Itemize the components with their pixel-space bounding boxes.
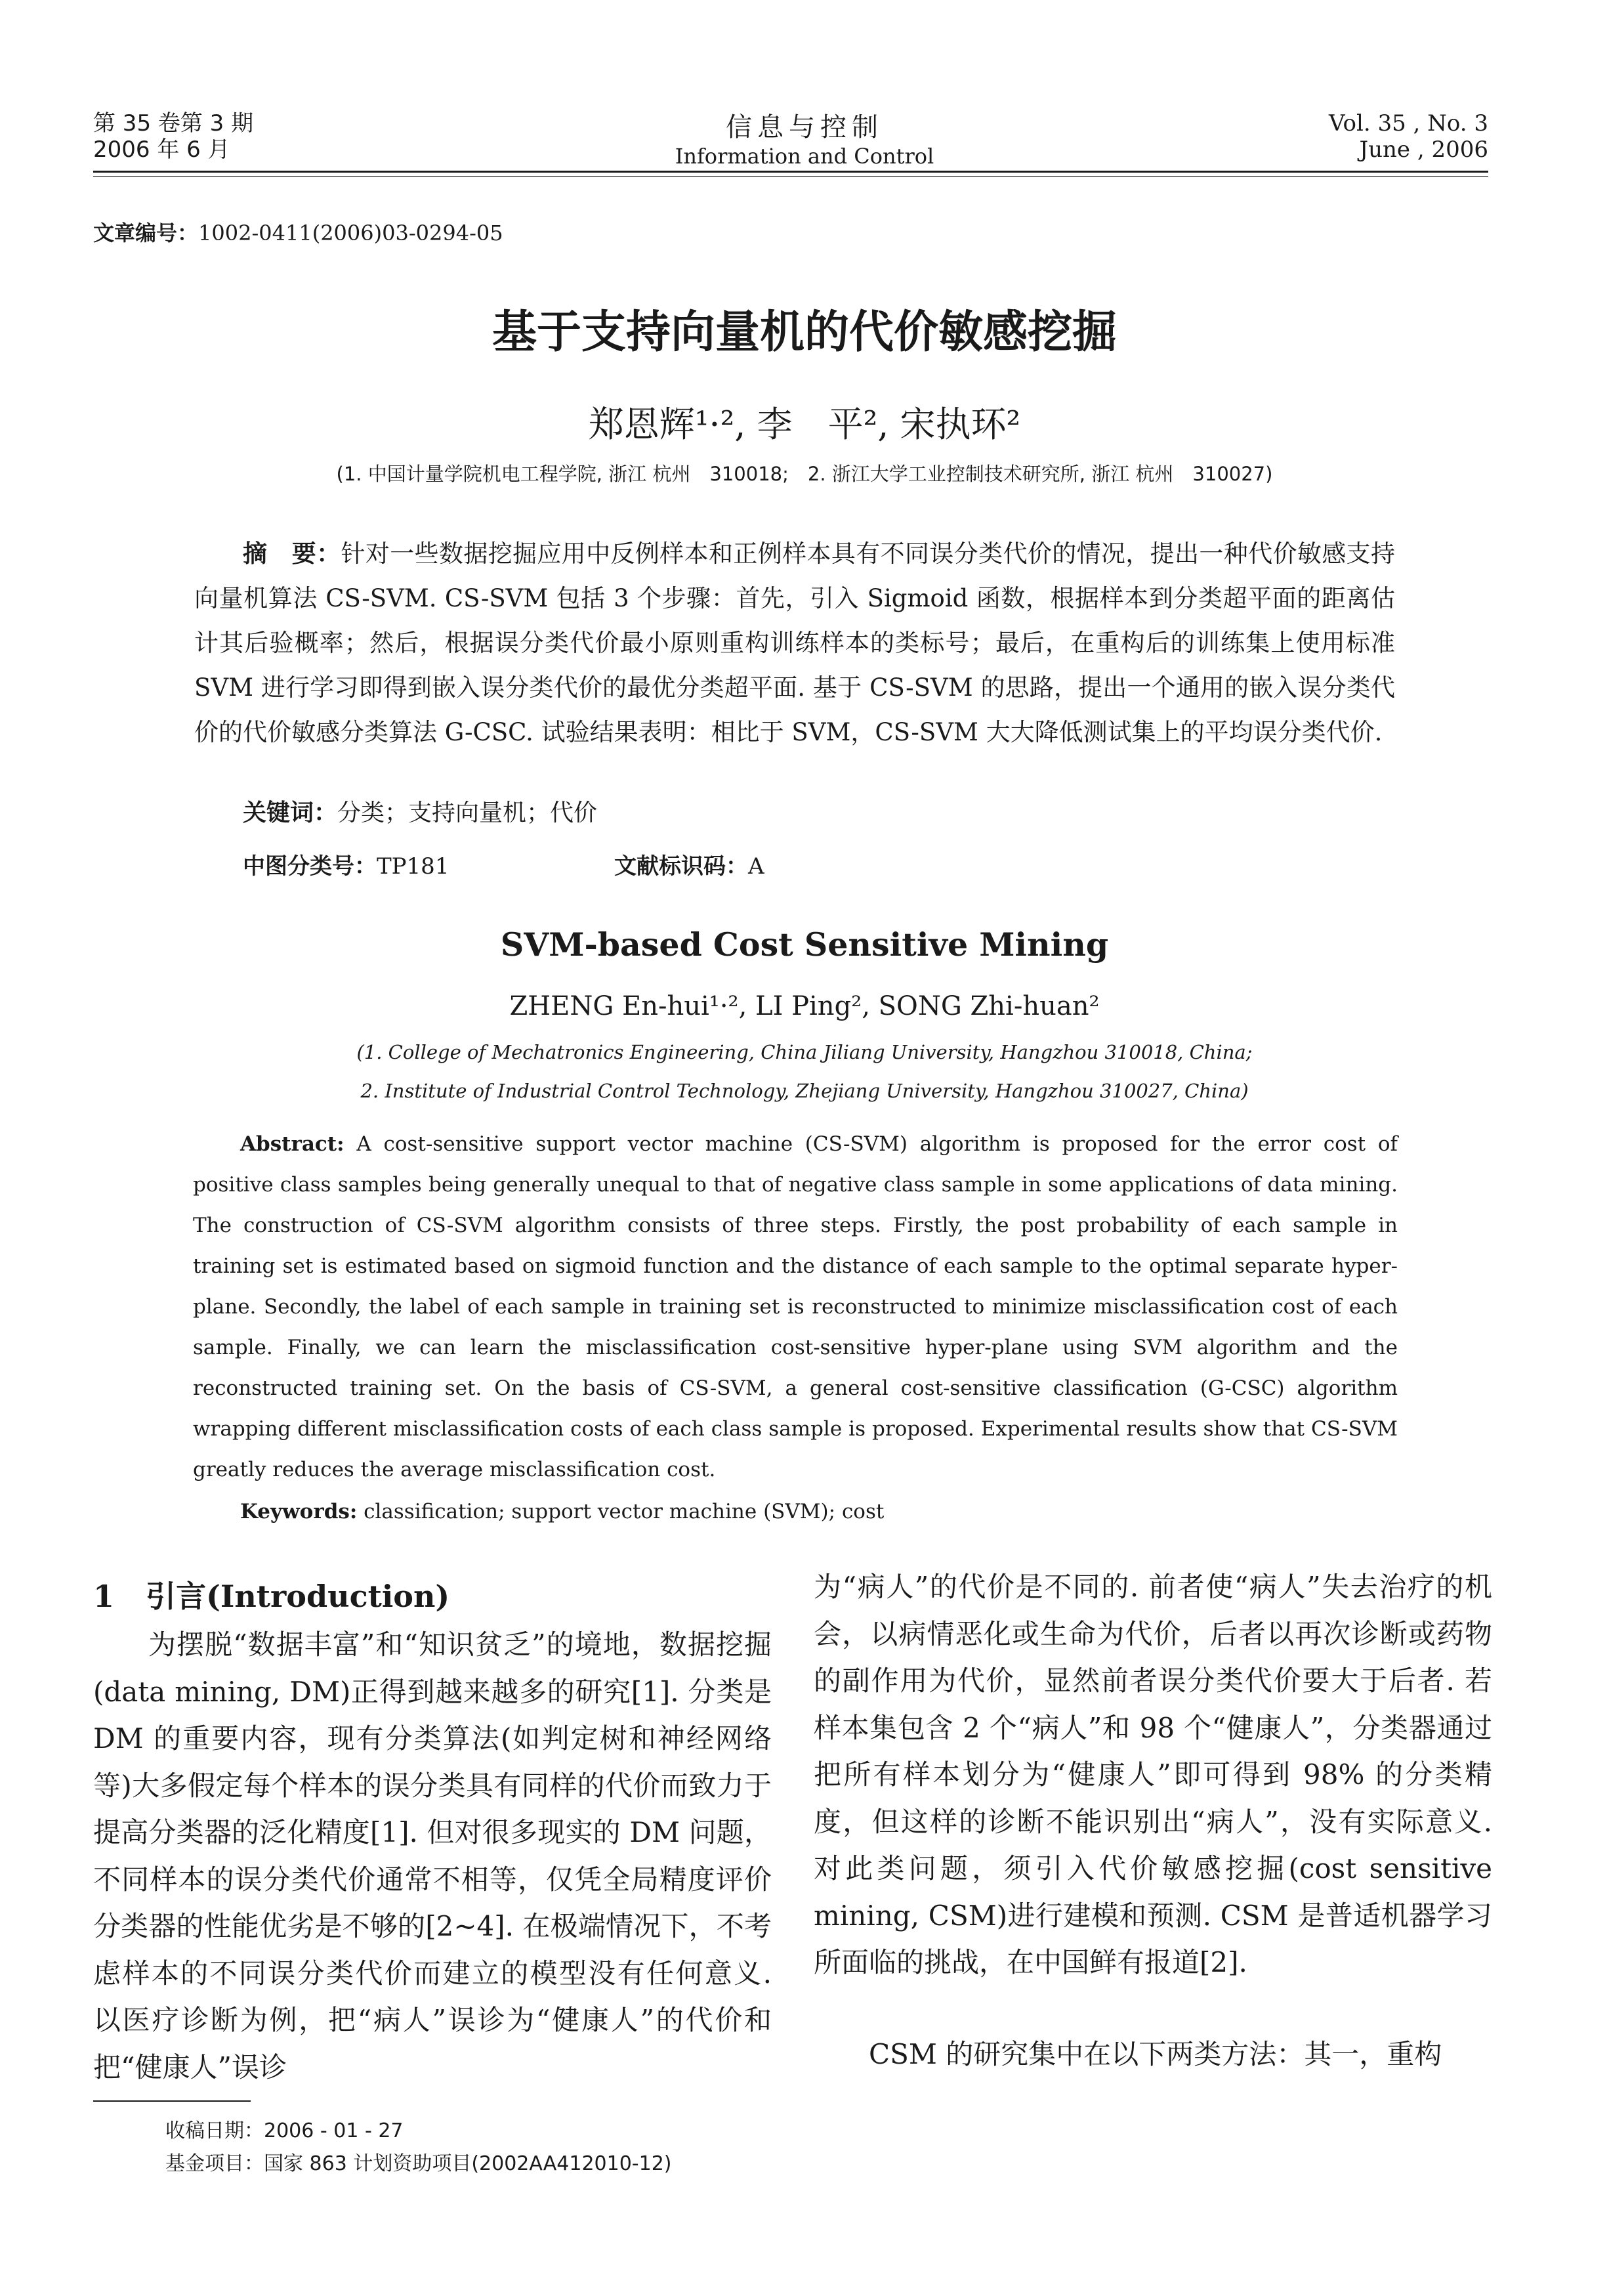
journal-name-en: Information and Control [675,144,934,169]
volume-en: Vol. 35 , No. 3 [1329,110,1488,137]
body-left-column: 为摆脱“数据丰富”和“知识贫乏”的境地，数据挖掘(data mining, DM)正得到越来越多的研究[1]. 分类是 DM 的重要内容，现有分类算法(如判定树和神经网络等)大多假定每个样本的误分类具有同样的代价而致力于提高分类器的泛化精度[1]. 但对很多现实的 DM 问题，不同样本的误分类代价通常不相等，仅凭全局精度评价分类器的性能优劣是不够的[2~4]. 在极端情况下，不考虑样本的不同误分类代价而建立的模型没有任何意义. 以医疗诊断为例，把“病人”误诊为“健康人”的代价和把“健康人”误诊 [93,1628,772,2083]
received-date: 收稿日期：2006 - 01 - 27 [165,2119,404,2142]
document-code [614,848,764,880]
affiliations-cn: (1. 中国计量学院机电工程学院, 浙江 杭州 310018; 2. 浙江大学工业控制技术研究所, 浙江 杭州 310027) [336,463,1273,485]
class-number-value: TP181 [377,853,449,880]
date-en: June , 2006 [1359,137,1488,163]
title-en: SVM-based Cost Sensitive Mining [500,925,1109,964]
article-number [93,217,503,247]
class-number [243,848,449,880]
footnote-rule [93,2100,251,2102]
funding: 基金项目：国家 863 计划资助项目(2002AA412010-12) [165,2152,672,2175]
abstract-cn [194,532,1395,755]
document-code-value: A [748,853,764,880]
abstract-en-text: A cost-sensitive support vector machine (CS-SVM) algorithm is proposed for the error cost of positive class samples being generally unequal to that of negative class sample in some applications of data mining. The construction of CS-SVM algorithm consists of three steps. Firstly, the post probability of each sample in training set is estimated based on sigmoid function and the distance of each sample to the optimal separate hyper-plane. Secondly, the label of each sample in training set is reconstructed to minimize misclassification cost of each sample. Finally, we can learn the misclassification cost-sensitive hyper-plane using SVM algorithm and the reconstructed training set. On the basis of CS-SVM, a general cost-sensitive classification (G-CSC) algorithm wrapping different misclassification costs of each class sample is proposed. Experimental results show that CS-SVM greatly reduces the average misclassification cost. [193,1132,1398,1481]
header-rule-bottom [93,176,1488,177]
keywords-cn [243,794,597,828]
section-heading [93,1573,449,1616]
journal-volume-en [1329,110,1488,163]
section-number: 1 [93,1579,115,1614]
footnotes [165,2115,672,2180]
authors-cn: 郑恩辉¹·², 李 平², 宋执环² [588,404,1021,445]
article-number-label: 文章编号： [93,221,199,245]
title-cn: 基于支持向量机的代价敏感挖掘 [491,307,1117,358]
abstract-cn-text: 针对一些数据挖掘应用中反例样本和正例样本具有不同误分类代价的情况，提出一种代价敏感支持向量机算法 CS-SVM. CS-SVM 包括 3 个步骤：首先，引入 Sigmoid 函数，根据样本到分类超平面的距离估计其后验概率；然后，根据误分类代价最小原则重构训练样本的类标号；最后，在重构后的训练集上使用标准 SVM 进行学习即得到嵌入误分类代价的最优分类超平面. 基于 CS-SVM 的思路，提出一个通用的嵌入误分类代价的代价敏感分类算法 G-CSC. 试验结果表明：相比于 SVM，CS-SVM 大大降低测试集上的平均误分类代价. [194,540,1396,746]
affiliation-en-1: (1. College of Mechatronics Engineering, China Jiliang University, Hangzhou 310018, China; [356,1041,1253,1063]
document-code-label: 文献标识码： [614,853,748,880]
abstract-en [193,1124,1398,1490]
body-right-column: 为“病人”的代价是不同的. 前者使“病人”失去治疗的机会，以病情恶化或生命为代价，后者以再次诊断或药物的副作用为代价，显然前者误分类代价要大于后者. 若样本集包含 2 个“病人”和 98 个“健康人”，分类器通过把所有样本划分为“健康人”即可得到 98% 的分类精度，但这样的诊断不能识别出“病人”，没有实际意义. 对此类问题，须引入代价敏感挖掘(cost sensitive mining, CSM)进行建模和预测. CSM 是普适机器学习所面临的挑战，在中国鲜有报道[2]. [814,1571,1492,1978]
keywords-en-label: Keywords: [240,1500,358,1523]
header-rule-top [93,171,1488,173]
body-right-column-continued: CSM 的研究集中在以下两类方法：其一，重构 [869,2038,1442,2070]
affiliation-en-2: 2. Institute of Industrial Control Technology, Zhejiang University, Hangzhou 310027, China) [360,1080,1249,1102]
section-title: 引言(Introduction) [146,1579,450,1614]
article-number-value: 1002-0411(2006)03-0294-05 [198,221,503,245]
keywords-cn-text: 分类；支持向量机；代价 [337,799,598,826]
abstract-en-label: Abstract: [240,1132,345,1156]
class-number-label: 中图分类号： [243,853,377,880]
journal-name-cn: 信息与控制 [726,112,883,142]
keywords-cn-label: 关键词： [243,799,338,826]
abstract-cn-label: 摘 要： [243,540,341,568]
authors-en: ZHENG En-hui¹·², LI Ping², SONG Zhi-huan² [509,991,1100,1021]
issue-date: 2006 年 6 月 [93,137,230,163]
keywords-en-text: classification; support vector machine (SVM); cost [364,1500,885,1523]
issue-volume: 第 35 卷第 3 期 [93,110,254,137]
keywords-en [240,1491,884,1532]
